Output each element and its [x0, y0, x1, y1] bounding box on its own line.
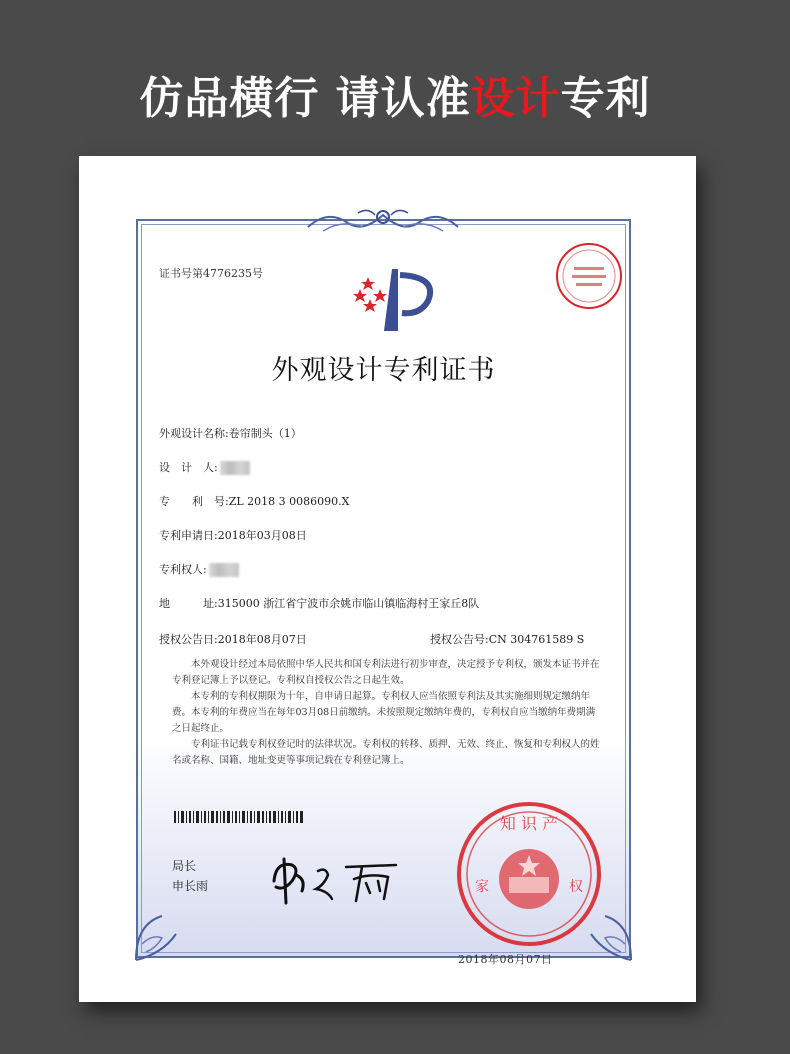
patentee-row — [159, 561, 239, 577]
filing-date-row — [159, 527, 307, 543]
grant-date-value: 2018年08月07日 — [217, 633, 307, 646]
body-paragraph-3: 专利证书记载专利权登记时的法律状况。专利权的转移、质押、无效、终止、恢复和专利权人的姓名或名称、国籍、地址变更等事项记载在专利登记簿上。 — [172, 739, 600, 766]
grant-number-label: 授权公告号: — [430, 633, 489, 646]
design-name-label: 外观设计名称: — [159, 427, 229, 440]
certificate-paper — [79, 156, 696, 1002]
bottom-left-ornament-icon — [132, 904, 192, 964]
patent-number-label: 专 利 号: — [159, 495, 229, 508]
address-label: 地 址: — [159, 597, 218, 610]
designer-row — [159, 459, 250, 475]
address-row — [159, 595, 479, 611]
certificate-body — [172, 657, 602, 769]
filing-date-label: 专利申请日: — [159, 529, 218, 542]
designer-redacted — [220, 461, 250, 475]
patentee-label: 专利权人: — [159, 563, 207, 576]
cnipa-logo-icon — [346, 263, 442, 333]
body-paragraph-2: 本专利的专利权期限为十年，自申请日起算。专利权人应当依照专利法及其实施细则规定缴纳年费。本专利的年费应当在每年03月08日前缴纳。未按照规定缴纳年费的，专利权自应当缴纳年费期满之日起终止。 — [172, 691, 596, 734]
body-paragraph-1: 本外观设计经过本局依照中华人民共和国专利法进行初步审查，决定授予专利权，颁发本证书并在专利登记簿上予以登记。专利权自授权公告之日起生效。 — [172, 659, 600, 686]
official-seal-icon — [454, 799, 604, 949]
barcode-icon — [174, 811, 304, 823]
banner-highlight: 设计 — [470, 73, 561, 124]
grant-date-label: 授权公告日: — [159, 633, 218, 646]
design-name-value: 卷帘制头（1） — [228, 427, 302, 440]
grant-number-value: CN 304761589 S — [488, 633, 585, 646]
svg-text:家: 家 — [475, 879, 489, 895]
patent-number-value: ZL 2018 3 0086090.X — [228, 495, 350, 508]
certificate-title: 外观设计专利证书 — [271, 355, 496, 386]
design-name-row — [159, 425, 302, 441]
signer-title: 局长 — [172, 859, 197, 873]
seal-date: 2018年08月07日 — [458, 953, 553, 966]
designer-label: 设 计 人: — [159, 461, 218, 474]
address-value: 315000 浙江省宁波市余姚市临山镇临海村王家丘8队 — [217, 597, 480, 610]
grant-date-row — [159, 631, 307, 647]
grant-number-row — [430, 631, 584, 647]
patent-number-row — [159, 493, 349, 509]
svg-text:权: 权 — [569, 879, 583, 895]
banner-text-2: 专利 — [560, 73, 651, 124]
top-ornament-icon — [303, 205, 463, 237]
banner-text-1: 仿品横行 请认准 — [139, 73, 471, 124]
certificate-number: 证书号第4776235号 — [159, 267, 263, 280]
svg-text:知 识 产: 知 识 产 — [499, 814, 559, 833]
promo-banner — [0, 62, 790, 126]
signature-icon — [266, 851, 406, 911]
patent-certificate — [136, 219, 631, 966]
filing-date-value: 2018年03月08日 — [217, 529, 307, 542]
patentee-redacted — [209, 563, 239, 577]
agency-seal-icon — [554, 241, 624, 311]
signer-name: 申长雨 — [172, 879, 209, 893]
